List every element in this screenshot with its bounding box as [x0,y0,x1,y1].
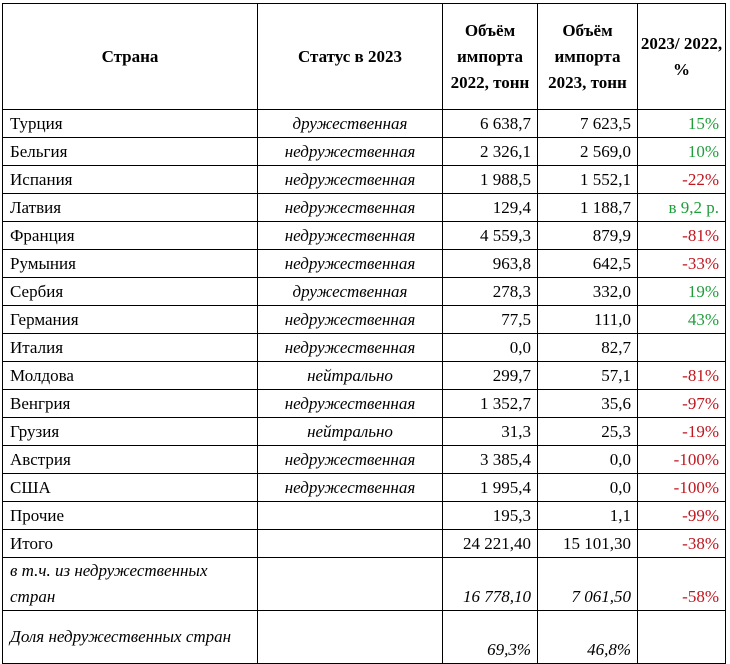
import-2022-cell: 1 352,7 [443,390,538,418]
import-2023-cell: 0,0 [538,474,638,502]
ratio-cell: -33% [638,250,726,278]
ratio-cell: -81% [638,362,726,390]
import-2023-cell: 35,6 [538,390,638,418]
country-cell: Прочие [3,502,258,530]
status-cell: дружественная [258,110,443,138]
unfriendly-label: в т.ч. из недружественных стран [3,558,258,611]
status-cell: недружественная [258,474,443,502]
ratio-cell: -100% [638,474,726,502]
unfriendly-status [258,558,443,611]
import-2022-cell: 6 638,7 [443,110,538,138]
country-cell: Испания [3,166,258,194]
country-cell: Турция [3,110,258,138]
status-cell: недружественная [258,250,443,278]
table-row [3,474,726,502]
import-2023-cell: 332,0 [538,278,638,306]
country-cell: Итого [3,530,258,558]
unfriendly-value-2023: 7 061,50 [538,558,638,611]
table-row [3,278,726,306]
header-row [3,4,726,110]
share-ratio [638,611,726,664]
import-2022-cell: 0,0 [443,334,538,362]
import-2022-cell: 129,4 [443,194,538,222]
ratio-cell: 10% [638,138,726,166]
table-row [3,138,726,166]
import-2022-cell: 195,3 [443,502,538,530]
share-value-2022: 69,3% [443,611,538,664]
ratio-cell: 43% [638,306,726,334]
country-cell: Франция [3,222,258,250]
country-cell: Сербия [3,278,258,306]
import-2023-cell: 0,0 [538,446,638,474]
unfriendly-share-row [3,611,726,664]
import-2022-cell: 3 385,4 [443,446,538,474]
ratio-cell [638,334,726,362]
status-cell: нейтрально [258,362,443,390]
import-table [2,3,726,664]
country-cell: Бельгия [3,138,258,166]
header-status: Статус в 2023 [258,4,443,110]
table-row [3,166,726,194]
country-cell: Италия [3,334,258,362]
country-cell: Австрия [3,446,258,474]
country-cell: Грузия [3,418,258,446]
country-cell: США [3,474,258,502]
status-cell: недружественная [258,222,443,250]
import-2023-cell: 7 623,5 [538,110,638,138]
ratio-cell: -99% [638,502,726,530]
header-ratio: 2023/ 2022, % [638,4,726,110]
table-row [3,418,726,446]
status-cell: недружественная [258,138,443,166]
status-cell [258,530,443,558]
status-cell: недружественная [258,390,443,418]
table-row [3,194,726,222]
share-label: Доля недружественных стран [3,611,258,664]
country-cell: Молдова [3,362,258,390]
import-2022-cell: 24 221,40 [443,530,538,558]
status-cell: недружественная [258,334,443,362]
import-2023-cell: 1,1 [538,502,638,530]
ratio-cell: 15% [638,110,726,138]
status-cell: дружественная [258,278,443,306]
unfriendly-value-2022: 16 778,10 [443,558,538,611]
ratio-cell: в 9,2 р. [638,194,726,222]
header-import-2022: Объём импорта 2022, тонн [443,4,538,110]
table-row [3,446,726,474]
share-status [258,611,443,664]
import-2023-cell: 1 188,7 [538,194,638,222]
status-cell: недружественная [258,166,443,194]
table-body [3,110,726,664]
header-country: Страна [3,4,258,110]
import-2023-cell: 82,7 [538,334,638,362]
status-cell: недружественная [258,306,443,334]
ratio-cell: -100% [638,446,726,474]
import-2023-cell: 57,1 [538,362,638,390]
table-row [3,530,726,558]
ratio-cell: -19% [638,418,726,446]
table-row [3,222,726,250]
share-value-2023: 46,8% [538,611,638,664]
import-2022-cell: 299,7 [443,362,538,390]
import-2022-cell: 4 559,3 [443,222,538,250]
table-row [3,390,726,418]
status-cell: недружественная [258,446,443,474]
table-row [3,362,726,390]
import-2023-cell: 642,5 [538,250,638,278]
import-2022-cell: 278,3 [443,278,538,306]
unfriendly-total-row [3,558,726,611]
table-row [3,334,726,362]
ratio-cell: 19% [638,278,726,306]
import-table-container [2,3,726,664]
ratio-cell: -97% [638,390,726,418]
import-2023-cell: 879,9 [538,222,638,250]
ratio-cell: -22% [638,166,726,194]
import-2022-cell: 1 988,5 [443,166,538,194]
country-cell: Венгрия [3,390,258,418]
table-row [3,306,726,334]
import-2022-cell: 77,5 [443,306,538,334]
import-2022-cell: 1 995,4 [443,474,538,502]
status-cell: недружественная [258,194,443,222]
table-row [3,250,726,278]
header-import-2023: Объём импорта 2023, тонн [538,4,638,110]
table-header [3,4,726,110]
ratio-cell: -38% [638,530,726,558]
import-2022-cell: 2 326,1 [443,138,538,166]
import-2023-cell: 111,0 [538,306,638,334]
country-cell: Германия [3,306,258,334]
status-cell [258,502,443,530]
country-cell: Румыния [3,250,258,278]
ratio-cell: -81% [638,222,726,250]
import-2022-cell: 963,8 [443,250,538,278]
country-cell: Латвия [3,194,258,222]
import-2023-cell: 15 101,30 [538,530,638,558]
import-2023-cell: 25,3 [538,418,638,446]
table-row [3,502,726,530]
import-2023-cell: 2 569,0 [538,138,638,166]
import-2022-cell: 31,3 [443,418,538,446]
table-row [3,110,726,138]
unfriendly-ratio: -58% [638,558,726,611]
status-cell: нейтрально [258,418,443,446]
import-2023-cell: 1 552,1 [538,166,638,194]
